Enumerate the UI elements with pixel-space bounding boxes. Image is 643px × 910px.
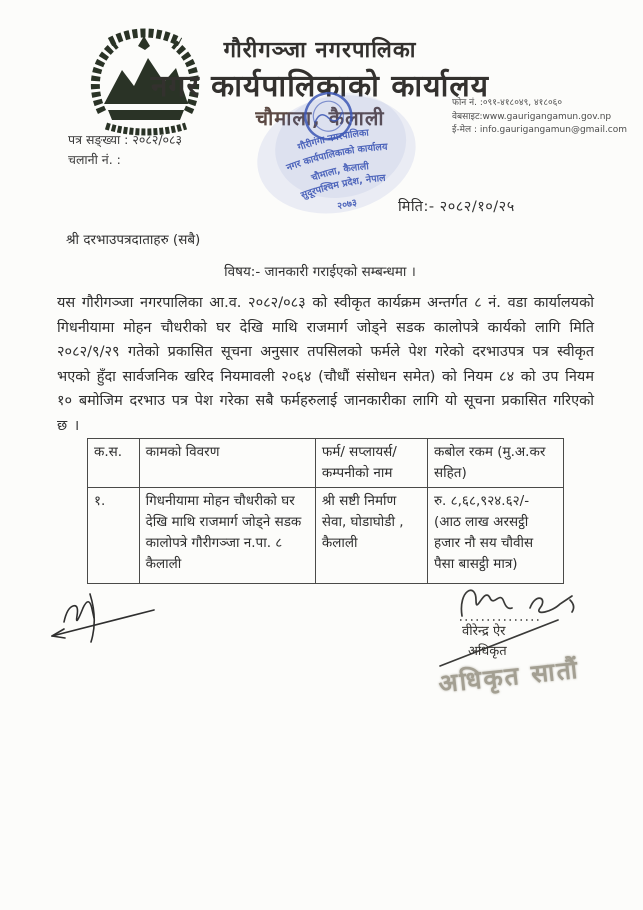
letter-date: मिति:- २०८२/१०/२५ (398, 199, 515, 215)
officer-level-stamp: अधिकृत सातौं (437, 654, 581, 699)
contact-block (452, 97, 640, 138)
table-header-row (88, 439, 564, 488)
phone-line: फोन नं. :०९१-४१८०४९, ४१८०६० (452, 98, 563, 108)
header-work-description: कामको विवरण (139, 439, 315, 488)
officer-name: वीरेन्द्र ऐर (462, 624, 506, 639)
stamp-text-municipality: गौरीगंगा नगरपालिका (296, 127, 370, 154)
stamp-text-office: नगर कार्यपालिकाको कार्यालय (285, 141, 388, 174)
cell-serial-number: १. (88, 488, 140, 584)
handwritten-mark (46, 586, 164, 654)
handwriting-icon (46, 586, 164, 654)
body-paragraph: यस गौरीगञ्जा नगरपालिका आ.व. २०८२/०८३ को स्वीकृत कार्यक्रम अन्तर्गत ८ नं. वडा कार्यालयको गिधनीयामा मोहन चौधरीको घर देखि माथि राजमार्ग जोड्ने सडक कालोपत्रे कार्यको लागि मिति २०८२/९/२९ गतेको प्रकासित सूचना अनुसार तपसिलको फर्मले पेश गरेको दरभाउपत्र पत्र स्वीकृत भएको हुँदा सार्वजनिक खरिद नियमावली २०६४ (चौधौं संसोधन समेत) को नियम ८४ को उप नियम १० बमोजिम दरभाउ पत्र पेश गरेका सबै फर्महरुलाई जानकारीका लागि यो सूचना प्रकासित गरिएको छ । (57, 295, 594, 434)
header-firm-name: फर्म/ सप्लायर्स/ कम्पनीको नाम (315, 439, 427, 488)
cell-firm-name: श्री सष्टी निर्माण सेवा, घोडाघोडी , कैलाली (315, 488, 427, 584)
letterhead-office-name: नगर कार्यपालिकाको कार्यालय (150, 69, 490, 104)
email-line: ई-मेल : info.gaurigangamun@gmail.com (452, 125, 628, 135)
tender-result-table (87, 438, 564, 584)
dispatch-number-line: चलानी नं. : (68, 152, 121, 167)
stamp-text-year: २०७३ (336, 197, 358, 213)
header-serial-number: क.स. (88, 439, 140, 488)
cell-work-description: गिधनीयामा मोहन चौधरीको घर देखि माथि राजमार्ग जोड्ने सडक कालोपत्रे गौरीगञ्जा न.पा. ८ कैलाली (139, 488, 315, 584)
letterhead-address: चौमाला, कैलाली (255, 106, 385, 130)
letterhead-municipality-name: गौरीगञ्जा नगरपालिका (223, 38, 417, 63)
addressee-line: श्री दरभाउपत्रदाताहरु (सबै) (66, 232, 201, 248)
cell-quoted-amount: रु. ८,६८,९२४.६२/- (आठ लाख अरसट्ठी हजार नौ सय चौवीस पैसा बासट्ठी मात्र) (427, 488, 563, 584)
subject-line: विषय:- जानकारी गराईएको सम्बन्धमा । (224, 264, 416, 280)
letter-number-line: पत्र सङ्ख्या : २०८२/०८३ (68, 132, 183, 147)
stamp-text-address: चौमाला, कैलाली (310, 161, 370, 184)
header-quoted-amount: कबोल रकम (मु.अ.कर सहित) (427, 439, 563, 488)
website-line: वेबसाइट:www.gaurigangamun.gov.np (452, 111, 612, 122)
table-row (88, 488, 564, 584)
stamp-text-province: सुदूरपश्चिम प्रदेश, नेपाल (299, 172, 386, 202)
officer-designation: अधिकृत (468, 644, 507, 659)
